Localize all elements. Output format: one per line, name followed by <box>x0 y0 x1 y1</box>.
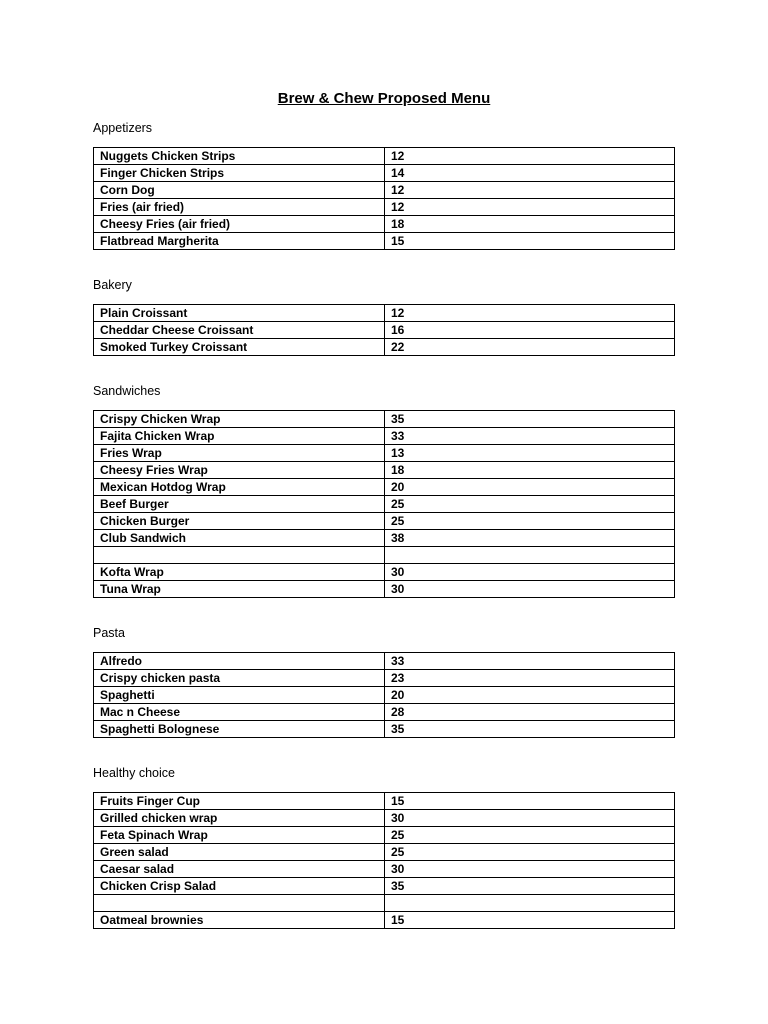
item-name: Caesar salad <box>94 861 385 878</box>
menu-table-pasta <box>93 652 675 738</box>
item-price: 30 <box>385 810 675 827</box>
table-row <box>94 148 675 165</box>
item-price: 25 <box>385 844 675 861</box>
item-price: 14 <box>385 165 675 182</box>
table-row <box>94 182 675 199</box>
table-row <box>94 530 675 547</box>
item-price <box>385 895 675 912</box>
item-price: 12 <box>385 148 675 165</box>
item-price: 22 <box>385 339 675 356</box>
item-name: Nuggets Chicken Strips <box>94 148 385 165</box>
section-heading-sandwiches: Sandwiches <box>93 384 161 398</box>
item-price: 12 <box>385 305 675 322</box>
item-price: 30 <box>385 581 675 598</box>
item-name: Alfredo <box>94 653 385 670</box>
table-row <box>94 721 675 738</box>
table-row <box>94 216 675 233</box>
table-row <box>94 339 675 356</box>
table-row-empty <box>94 895 675 912</box>
item-name: Club Sandwich <box>94 530 385 547</box>
item-name: Plain Croissant <box>94 305 385 322</box>
item-price: 33 <box>385 653 675 670</box>
page-title: Brew & Chew Proposed Menu <box>277 90 491 107</box>
item-name: Chicken Burger <box>94 513 385 530</box>
item-name: Tuna Wrap <box>94 581 385 598</box>
item-name: Flatbread Margherita <box>94 233 385 250</box>
item-price: 33 <box>385 428 675 445</box>
item-price: 25 <box>385 496 675 513</box>
item-price: 25 <box>385 513 675 530</box>
item-price: 15 <box>385 793 675 810</box>
item-price: 25 <box>385 827 675 844</box>
item-name: Crispy Chicken Wrap <box>94 411 385 428</box>
item-price: 13 <box>385 445 675 462</box>
item-name: Beef Burger <box>94 496 385 513</box>
item-price: 38 <box>385 530 675 547</box>
item-price: 12 <box>385 199 675 216</box>
item-name <box>94 547 385 564</box>
table-row <box>94 704 675 721</box>
item-price: 15 <box>385 233 675 250</box>
table-row <box>94 428 675 445</box>
table-row <box>94 670 675 687</box>
table-row <box>94 322 675 339</box>
item-name: Fajita Chicken Wrap <box>94 428 385 445</box>
item-name <box>94 895 385 912</box>
item-name: Mac n Cheese <box>94 704 385 721</box>
section-heading-pasta: Pasta <box>93 626 125 640</box>
item-name: Chicken Crisp Salad <box>94 878 385 895</box>
item-name: Mexican Hotdog Wrap <box>94 479 385 496</box>
menu-table-bakery <box>93 304 675 356</box>
item-price: 28 <box>385 704 675 721</box>
table-row <box>94 793 675 810</box>
table-row <box>94 878 675 895</box>
item-name: Fries Wrap <box>94 445 385 462</box>
table-row <box>94 462 675 479</box>
table-row <box>94 861 675 878</box>
item-name: Grilled chicken wrap <box>94 810 385 827</box>
table-row <box>94 653 675 670</box>
item-price: 20 <box>385 479 675 496</box>
item-price: 23 <box>385 670 675 687</box>
item-name: Feta Spinach Wrap <box>94 827 385 844</box>
item-name: Green salad <box>94 844 385 861</box>
table-row <box>94 165 675 182</box>
item-price <box>385 547 675 564</box>
item-price: 16 <box>385 322 675 339</box>
table-row <box>94 445 675 462</box>
table-row <box>94 496 675 513</box>
table-row <box>94 479 675 496</box>
table-row <box>94 411 675 428</box>
item-name: Cheesy Fries Wrap <box>94 462 385 479</box>
item-name: Crispy chicken pasta <box>94 670 385 687</box>
item-name: Corn Dog <box>94 182 385 199</box>
table-row <box>94 581 675 598</box>
item-name: Fruits Finger Cup <box>94 793 385 810</box>
table-row <box>94 844 675 861</box>
item-price: 12 <box>385 182 675 199</box>
item-price: 18 <box>385 216 675 233</box>
table-row <box>94 513 675 530</box>
item-price: 35 <box>385 878 675 895</box>
item-name: Finger Chicken Strips <box>94 165 385 182</box>
item-price: 35 <box>385 721 675 738</box>
table-row-empty <box>94 547 675 564</box>
item-name: Spaghetti <box>94 687 385 704</box>
table-row <box>94 199 675 216</box>
item-price: 35 <box>385 411 675 428</box>
table-row <box>94 912 675 929</box>
item-name: Kofta Wrap <box>94 564 385 581</box>
item-price: 18 <box>385 462 675 479</box>
table-row <box>94 233 675 250</box>
menu-table-appetizers <box>93 147 675 250</box>
item-price: 30 <box>385 861 675 878</box>
section-heading-appetizers: Appetizers <box>93 121 153 135</box>
item-name: Smoked Turkey Croissant <box>94 339 385 356</box>
table-row <box>94 564 675 581</box>
table-row <box>94 687 675 704</box>
item-price: 20 <box>385 687 675 704</box>
item-name: Oatmeal brownies <box>94 912 385 929</box>
section-heading-healthy-choice: Healthy choice <box>93 766 175 780</box>
table-row <box>94 827 675 844</box>
menu-table-sandwiches <box>93 410 675 598</box>
item-name: Cheesy Fries (air fried) <box>94 216 385 233</box>
item-name: Spaghetti Bolognese <box>94 721 385 738</box>
item-price: 15 <box>385 912 675 929</box>
menu-table-healthy-choice <box>93 792 675 929</box>
item-name: Cheddar Cheese Croissant <box>94 322 385 339</box>
table-row <box>94 305 675 322</box>
table-row <box>94 810 675 827</box>
item-name: Fries (air fried) <box>94 199 385 216</box>
section-heading-bakery: Bakery <box>93 278 132 292</box>
item-price: 30 <box>385 564 675 581</box>
